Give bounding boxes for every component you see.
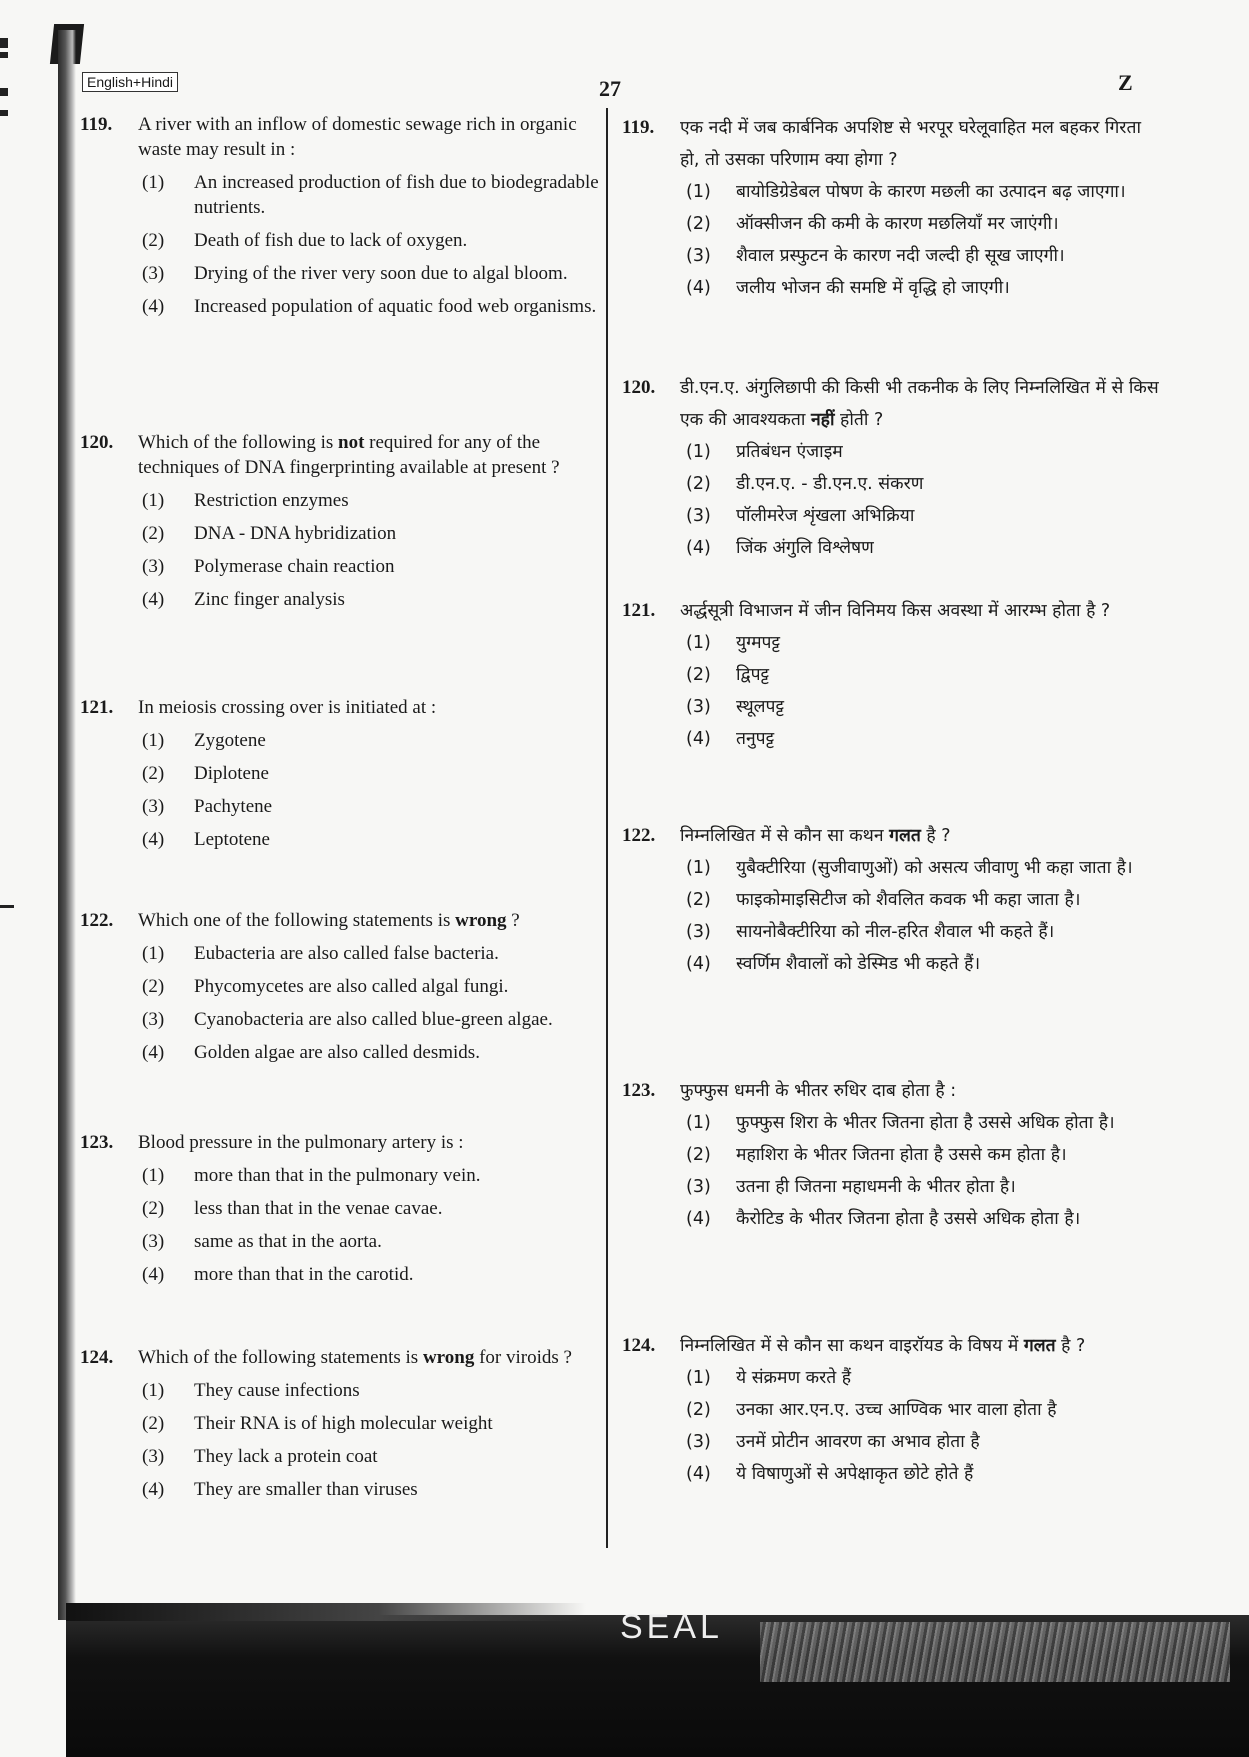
option [622, 436, 1162, 468]
option-number: (2) [142, 230, 165, 251]
option [80, 170, 600, 220]
option-text: Diplotene [194, 763, 269, 784]
option [80, 794, 600, 819]
option-text: Phycomycetes are also called algal fungi. [194, 976, 509, 997]
option-number: (3) [142, 1231, 165, 1252]
option-text: बायोडिग्रेडेबल पोषण के कारण मछली का उत्पादन बढ़ जाएगा। [736, 182, 1126, 202]
question-119-en [80, 112, 600, 319]
option [622, 852, 1162, 884]
question-124-en [80, 1345, 600, 1502]
option [80, 1411, 600, 1436]
option-number: (2) [686, 665, 711, 685]
option-number: (2) [142, 1198, 165, 1219]
option-text: उनमें प्रोटीन आवरण का अभाव होता है [736, 1432, 980, 1452]
page-binding-edge [58, 30, 76, 1620]
option [622, 1426, 1162, 1458]
option-number: (1) [686, 1113, 711, 1133]
option-number: (2) [142, 976, 165, 997]
option-text: जलीय भोजन की समष्टि में वृद्धि हो जाएगी। [736, 278, 1010, 298]
option-number: (4) [142, 1479, 165, 1500]
option [80, 261, 600, 286]
option [622, 1394, 1162, 1426]
option-number: (3) [142, 796, 165, 817]
option-text: प्रतिबंधन एंजाइम [736, 442, 843, 462]
option-text: Restriction enzymes [194, 490, 349, 511]
option [80, 974, 600, 999]
option-text: Polymerase chain reaction [194, 556, 395, 577]
option-text: उतना ही जितना महाधमनी के भीतर होता है। [736, 1177, 1016, 1197]
option-text: Their RNA is of high molecular weight [194, 1413, 493, 1434]
option [80, 1229, 600, 1254]
question-number: 120. [622, 377, 656, 398]
option [622, 1139, 1162, 1171]
test-series-code: Z [1118, 70, 1133, 95]
option [622, 1171, 1162, 1203]
question-124-hi [622, 1330, 1162, 1490]
option-text: Death of fish due to lack of oxygen. [194, 230, 468, 251]
option [80, 294, 600, 319]
option [622, 1362, 1162, 1394]
option [80, 554, 600, 579]
question-number: 121. [80, 697, 114, 718]
option-text: युग्मपट्ट [736, 633, 781, 653]
question-122-hi [622, 820, 1162, 980]
option [80, 1196, 600, 1221]
option [80, 1444, 600, 1469]
seal-tape [760, 1622, 1230, 1682]
option-number: (4) [686, 538, 711, 558]
option [80, 521, 600, 546]
option [622, 723, 1162, 755]
question-number: 121. [622, 600, 656, 621]
question-number: 124. [622, 1335, 656, 1356]
option-text: जिंक अंगुलि विश्लेषण [736, 538, 874, 558]
option [80, 1163, 600, 1188]
option [80, 941, 600, 966]
option [622, 532, 1162, 564]
option-text: महाशिरा के भीतर जितना होता है उससे कम होता है। [736, 1145, 1067, 1165]
question-text: A river with an inflow of domestic sewage rich in organic waste may result in : [138, 114, 577, 160]
option [622, 884, 1162, 916]
option-number: (3) [142, 1446, 165, 1467]
option [80, 488, 600, 513]
option-number: (1) [142, 1380, 165, 1401]
option-text: ये विषाणुओं से अपेक्षाकृत छोटे होते हैं [736, 1464, 974, 1484]
option [80, 761, 600, 786]
question-text: निम्नलिखित में से कौन सा कथन वाइरॉयड के विषय में गलत है ? [680, 1336, 1086, 1356]
option-number: (3) [686, 506, 711, 526]
option-number: (1) [142, 1165, 165, 1186]
option-text: Increased population of aquatic food web organisms. [194, 296, 597, 317]
question-121-en [80, 695, 600, 852]
option [80, 1477, 600, 1502]
option-number: (3) [686, 1177, 711, 1197]
option [622, 240, 1162, 272]
option-text: युबैक्टीरिया (सुजीवाणुओं) को असत्य जीवाणु भी कहा जाता है। [736, 858, 1133, 878]
option-number: (1) [142, 943, 165, 964]
option-number: (2) [142, 1413, 165, 1434]
option-text: ऑक्सीजन की कमी के कारण मछलियाँ मर जाएंगी। [736, 214, 1059, 234]
option-text: कैरोटिड के भीतर जितना होता है उससे अधिक होता है। [736, 1209, 1081, 1229]
question-text: Which of the following is not required for any of the techniques of DNA fingerprinting available at present ? [138, 432, 560, 478]
option-text: They cause infections [194, 1380, 360, 1401]
option-text: उनका आर.एन.ए. उच्च आण्विक भार वाला होता है [736, 1400, 1057, 1420]
option-text: सायनोबैक्टीरिया को नील-हरित शैवाल भी कहते हैं। [736, 922, 1055, 942]
option [80, 1262, 600, 1287]
option [80, 1007, 600, 1032]
option [622, 691, 1162, 723]
option-text: Cyanobacteria are also called blue-green algae. [194, 1009, 553, 1030]
option-number: (1) [142, 490, 165, 511]
column-divider [606, 108, 608, 1548]
option-number: (3) [142, 1009, 165, 1030]
option-number: (4) [686, 954, 711, 974]
question-123-en [80, 1130, 600, 1287]
option-number: (4) [142, 589, 165, 610]
option-number: (2) [686, 1145, 711, 1165]
option-text: DNA - DNA hybridization [194, 523, 397, 544]
question-text: In meiosis crossing over is initiated at : [138, 697, 437, 718]
option [622, 659, 1162, 691]
question-text: Which of the following statements is wrong for viroids ? [138, 1347, 572, 1368]
option [80, 587, 600, 612]
option-text: Zygotene [194, 730, 266, 751]
language-label: English+Hindi [82, 72, 178, 92]
option [80, 228, 600, 253]
seal-label: SEAL [620, 1608, 723, 1646]
option-number: (4) [686, 1209, 711, 1229]
option-text: ये संक्रमण करते हैं [736, 1368, 852, 1388]
option-number: (3) [686, 246, 711, 266]
option-text: डी.एन.ए. - डी.एन.ए. संकरण [736, 474, 924, 494]
option-number: (2) [686, 214, 711, 234]
option [622, 468, 1162, 500]
option-number: (2) [686, 890, 711, 910]
question-text: Which one of the following statements is wrong ? [138, 910, 520, 931]
option-text: less than that in the venae cavae. [194, 1198, 443, 1219]
option-number: (4) [686, 1464, 711, 1484]
question-123-hi [622, 1075, 1162, 1235]
option-number: (2) [142, 523, 165, 544]
question-121-hi [622, 595, 1162, 755]
option-number: (4) [686, 729, 711, 749]
option-text: Eubacteria are also called false bacteria. [194, 943, 499, 964]
option [622, 272, 1162, 304]
option [80, 1040, 600, 1065]
option [622, 176, 1162, 208]
question-number: 122. [80, 910, 114, 931]
question-119-hi [622, 112, 1162, 304]
option-text: द्विपट्ट [736, 665, 770, 685]
option-number: (3) [686, 697, 711, 717]
option-text: same as that in the aorta. [194, 1231, 382, 1252]
option-number: (1) [686, 858, 711, 878]
question-text: एक नदी में जब कार्बनिक अपशिष्ट से भरपूर घरेलूवाहित मल बहकर गिरता हो, तो उसका परिणाम क्या होगा ? [680, 118, 1141, 170]
option [80, 827, 600, 852]
question-122-en [80, 908, 600, 1065]
question-text: अर्द्धसूत्री विभाजन में जीन विनिमय किस अवस्था में आरम्भ होता है ? [680, 601, 1111, 621]
question-number: 124. [80, 1347, 114, 1368]
option-text: तनुपट्ट [736, 729, 775, 749]
option-number: (1) [142, 172, 165, 193]
option [622, 208, 1162, 240]
option-text: more than that in the pulmonary vein. [194, 1165, 481, 1186]
question-number: 123. [622, 1080, 656, 1101]
option-number: (1) [686, 182, 711, 202]
option-number: (1) [686, 633, 711, 653]
option [80, 728, 600, 753]
option-number: (1) [686, 442, 711, 462]
option-number: (3) [142, 556, 165, 577]
option [622, 916, 1162, 948]
question-number: 119. [80, 114, 113, 135]
option-text: Zinc finger analysis [194, 589, 345, 610]
option-number: (3) [686, 1432, 711, 1452]
option-number: (3) [686, 922, 711, 942]
question-120-en [80, 430, 600, 612]
question-number: 120. [80, 432, 114, 453]
option [80, 1378, 600, 1403]
option-text: स्वर्णिम शैवालों को डेस्मिड भी कहते हैं। [736, 954, 981, 974]
option-number: (2) [142, 763, 165, 784]
option-text: more than that in the carotid. [194, 1264, 414, 1285]
option-text: Leptotene [194, 829, 270, 850]
option-number: (4) [142, 1264, 165, 1285]
page-number: 27 [599, 76, 621, 101]
option-number: (2) [686, 1400, 711, 1420]
option-text: Pachytene [194, 796, 273, 817]
question-number: 123. [80, 1132, 114, 1153]
option-text: फाइकोमाइसिटीज को शैवलित कवक भी कहा जाता है। [736, 890, 1081, 910]
option-text: Drying of the river very soon due to algal bloom. [194, 263, 568, 284]
option-number: (1) [142, 730, 165, 751]
option [622, 500, 1162, 532]
option [622, 627, 1162, 659]
option-text: फुफ्फुस शिरा के भीतर जितना होता है उससे अधिक होता है। [736, 1113, 1115, 1133]
question-text: डी.एन.ए. अंगुलिछापी की किसी भी तकनीक के लिए निम्नलिखित में से किस एक की आवश्यकता नहीं होती ? [680, 378, 1159, 430]
option-number: (4) [142, 1042, 165, 1063]
option-text: शैवाल प्रस्फुटन के कारण नदी जल्दी ही सूख जाएगी। [736, 246, 1065, 266]
option-text: Golden algae are also called desmids. [194, 1042, 480, 1063]
option-text: An increased production of fish due to biodegradable nutrients. [194, 172, 599, 218]
option [622, 1458, 1162, 1490]
option-number: (4) [686, 278, 711, 298]
question-120-hi [622, 372, 1162, 564]
question-text: फुफ्फुस धमनी के भीतर रुधिर दाब होता है : [680, 1081, 957, 1101]
option-number: (4) [142, 829, 165, 850]
option [622, 948, 1162, 980]
option-number: (4) [142, 296, 165, 317]
option-text: They are smaller than viruses [194, 1479, 418, 1500]
option [622, 1203, 1162, 1235]
question-number: 119. [622, 117, 655, 138]
option [622, 1107, 1162, 1139]
option-text: They lack a protein coat [194, 1446, 378, 1467]
question-text: Blood pressure in the pulmonary artery is : [138, 1132, 464, 1153]
option-text: स्थूलपट्ट [736, 697, 785, 717]
option-text: पॉलीमरेज शृंखला अभिक्रिया [736, 506, 915, 526]
option-number: (2) [686, 474, 711, 494]
question-number: 122. [622, 825, 656, 846]
option-number: (3) [142, 263, 165, 284]
option-number: (1) [686, 1368, 711, 1388]
question-text: निम्नलिखित में से कौन सा कथन गलत है ? [680, 826, 951, 846]
